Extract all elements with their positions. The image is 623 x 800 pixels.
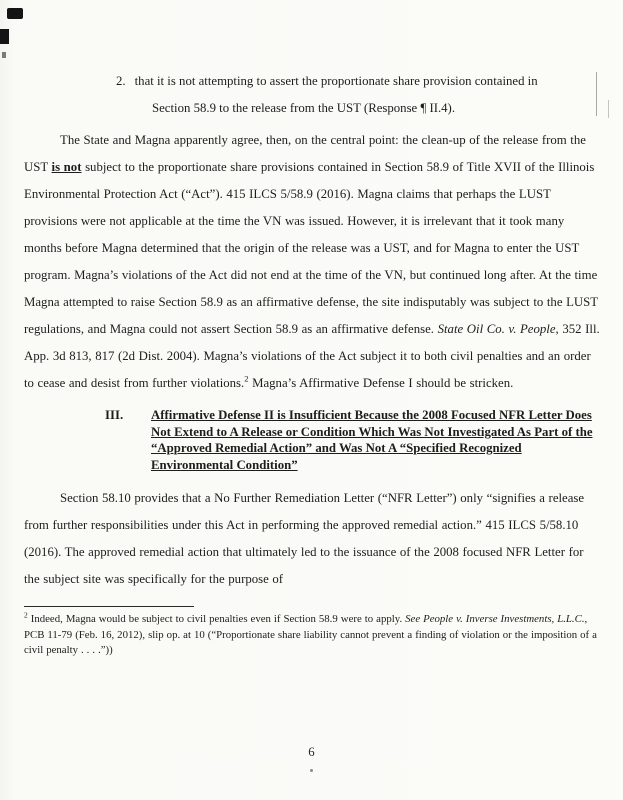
case-citation-state-oil: State Oil Co. v. People <box>437 322 556 336</box>
footnote-2 <box>24 612 602 659</box>
paragraph-1-text: The State and Magna apparently agree, then, on the central point: the clean-up of the release from the UST <box>24 133 586 174</box>
list-item-number: 2. <box>116 74 126 88</box>
paragraph-2: Section 58.10 provides that a No Further Remediation Letter (“NFR Letter”) only “signifies a release from further responsibilities under this Act in performing the approved remedial action.” 415 ILCS 5/58.10 (2016). The approved remedial action that ultimately led to the issuance of the 2008 focused NFR Letter for the subject site was specifically for the purpose of <box>24 491 585 586</box>
document-body <box>24 68 602 659</box>
paragraph-1-text-continued: subject to the proportionate share provisions contained in Section 58.9 of Title XVII of the Illinois Environmental Protection Act (“Act”). 415 ILCS 5/58.9 (2016). Magna claims that perhaps the LUST provisions were not applicable at the time the VN was issued. However, it is irrelevant that it took many months before Magna determined that the origin of the release was a UST, and for Magna to enter the UST program. Magna’s violations of the Act did not end at the time of the VN, but continued long after. At the time Magna attempted to raise Section 58.9 as an affirmative defense, the site indisputably was subject to the LUST regulations, and Magna could not assert Section 58.9 as an affirmative defense. <box>24 160 598 336</box>
footnote-case-citation: See People v. Inverse Investments, L.L.C. <box>405 613 585 625</box>
scan-artifact-top-left <box>7 8 23 19</box>
paragraph-1 <box>24 127 602 397</box>
numbered-item-line-1 <box>116 68 602 95</box>
footnote-reference-2: 2 <box>244 373 249 384</box>
list-item-text-line1: that it is not attempting to assert the proportionate share provision contained in <box>134 74 538 88</box>
paragraph-1-final-sentence: Magna’s Affirmative Defense I should be stricken. <box>248 376 514 390</box>
footnote-text: Indeed, Magna would be subject to civil penalties even if Section 58.9 were to apply. <box>27 613 406 625</box>
heading-number: III. <box>105 408 124 422</box>
heading-text: Affirmative Defense II is Insufficient Because the 2008 Focused NFR Letter Does Not Extend to A Release or Condition Which Was Not Investigated As Part of the “Approved Remedial Action” and Was Not A “Specified Recognized Environmental Condition” <box>151 408 593 472</box>
section-heading-iii <box>105 407 602 473</box>
page-number: 6 <box>308 745 315 759</box>
numbered-item-2 <box>116 68 602 122</box>
paragraph-1-text-end: , 352 Ill. App. 3d 813, 817 (2d Dist. 2004). Magna’s violations of the Act subject it to both civil penalties and an order to cease and desist from further violations. <box>24 322 600 390</box>
scan-artifact-left-edge-small <box>2 52 6 58</box>
scan-artifact-left-edge <box>0 29 9 44</box>
list-item-text-line2: Section 58.9 to the release from the UST (Response ¶ II.4). <box>152 101 456 115</box>
footnote-text-end: , PCB 11-79 (Feb. 16, 2012), slip op. at 10 (“Proportionate share liability cannot prevent a finding of violation or the imposition of a civil penalty . . . .”)) <box>24 613 597 656</box>
footnote-separator-rule <box>24 606 194 607</box>
scan-artifact-right-line-small <box>608 100 609 118</box>
footnote-marker: 2 <box>24 610 28 620</box>
emphasis-is-not: is not <box>51 160 82 174</box>
scan-artifact-bottom-dot <box>310 769 313 772</box>
